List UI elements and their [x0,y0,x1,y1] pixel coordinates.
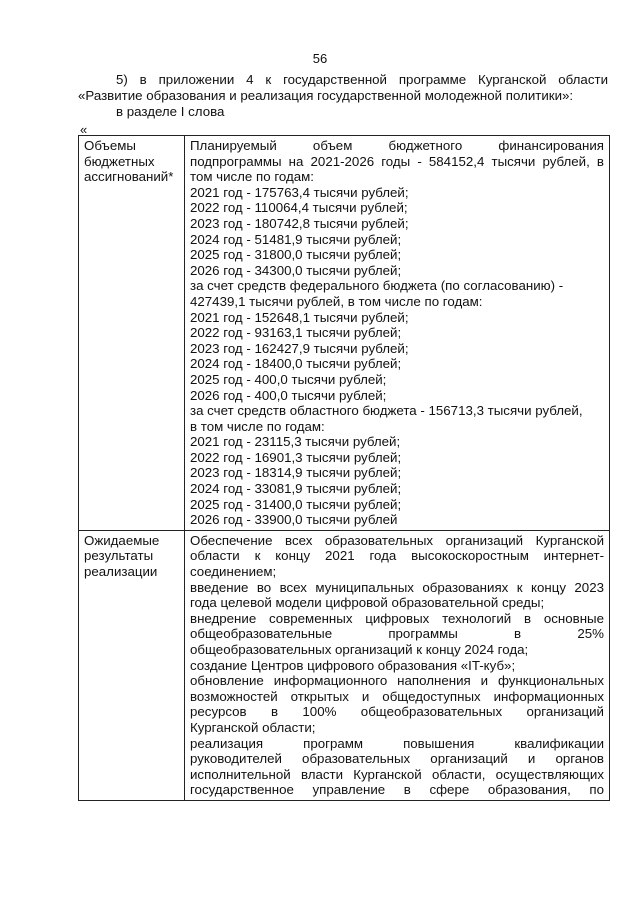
content-line: 2021 год - 152648,1 тысячи рублей; [190,309,409,325]
content-cell-budget [185,136,610,531]
table-row-results [79,530,610,800]
content-line: руководителей образовательных организаций и органов [190,751,604,767]
content-line: возможностей открытых и общедоступных информационных [190,688,604,704]
content-line: 2025 год - 31400,0 тысячи рублей; [190,496,402,512]
content-line: 2022 год - 110064,4 тысячи рублей; [190,200,408,216]
label-cell-results [79,530,185,800]
content-line: года целевой модели цифровой образовательной среды; [190,595,545,611]
content-line: ресурсов в 100% общеобразовательных организаций [190,704,604,720]
label-line: ассигнований* [84,169,174,185]
content-cell-results [185,530,610,800]
label-line: бюджетных [84,153,155,169]
content-line: за счет средств областного бюджета - 156713,3 тысячи рублей, [190,403,583,419]
label-line: результаты [84,548,154,564]
content-line: государственное управление в сфере образования, по [190,782,604,798]
content-line: за счет средств федерального бюджета (по согласованию) - [190,278,564,294]
content-line: Обеспечение всех образовательных организаций Курганской [190,532,604,548]
content-line: 2023 год - 18314,9 тысячи рублей; [190,465,402,481]
content-line: области к концу 2021 года высокоскоростным интернет- [190,548,604,564]
content-line: в том числе по годам: [190,418,325,434]
budget-table [78,135,610,801]
content-line: 2024 год - 33081,9 тысячи рублей; [190,481,402,497]
content-line: 2021 год - 175763,4 тысячи рублей; [190,184,409,200]
content-line: 2026 год - 34300,0 тысячи рублей; [190,262,402,278]
content-line: Планируемый объем бюджетного финансирования [190,138,604,153]
content-line: 2022 год - 16901,3 тысячи рублей; [190,449,402,465]
content-line: 2021 год - 23115,3 тысячи рублей; [190,434,401,450]
label-line: реализации [84,564,158,580]
table-row-budget [79,136,610,531]
intro-paragraph [78,72,608,120]
content-line: исполнительной власти Курганской области, осуществляющих [190,766,604,782]
content-line: 2025 год - 31800,0 тысячи рублей; [190,247,402,263]
content-line: 427439,1 тысячи рублей, в том числе по годам: [190,293,483,309]
content-line: 2022 год - 93163,1 тысячи рублей; [190,325,402,341]
content-line: подпрограммы на 2021-2026 годы - 584152,4 тысячи рублей, в [190,153,604,169]
content-line: 2024 год - 18400,0 тысячи рублей; [190,356,402,372]
intro-line-1: 5) в приложении 4 к государственной программе Курганской области [116,72,608,87]
content-line: Курганской области; [190,719,316,735]
opening-quote-mark: « [80,122,88,137]
content-line: общеобразовательных организаций к концу 2024 года; [190,642,529,657]
label-cell-budget [79,136,185,531]
intro-line-2: «Развитие образования и реализация государственной молодежной политики»: [78,88,574,103]
page-number: 56 [312,51,328,66]
content-line: 2026 год - 400,0 тысячи рублей; [190,387,387,403]
content-line: 2023 год - 162427,9 тысячи рублей; [190,340,409,356]
label-line: Объемы [84,138,136,153]
content-line: общеобразовательные программы в 25% [190,626,604,642]
content-line: 2025 год - 400,0 тысячи рублей; [190,371,387,387]
label-line: Ожидаемые [84,532,160,548]
content-line: обновление информационного наполнения и функциональных [190,673,604,689]
content-line: реализация программ повышения квалификации [190,735,604,751]
content-line: 2026 год - 33900,0 тысячи рублей [190,512,398,528]
intro-line-3: в разделе I слова [116,104,225,119]
content-line: 2023 год - 180742,8 тысячи рублей; [190,215,409,231]
content-line: 2024 год - 51481,9 тысячи рублей; [190,231,402,247]
content-line: соединением; [190,564,277,580]
content-line: внедрение современных цифровых технологий в основные [190,610,604,626]
content-line: том числе по годам: [190,169,314,185]
content-line: введение во всех муниципальных образованиях к концу 2023 [190,579,604,595]
content-line: создание Центров цифрового образования «IT-куб»; [190,657,516,673]
